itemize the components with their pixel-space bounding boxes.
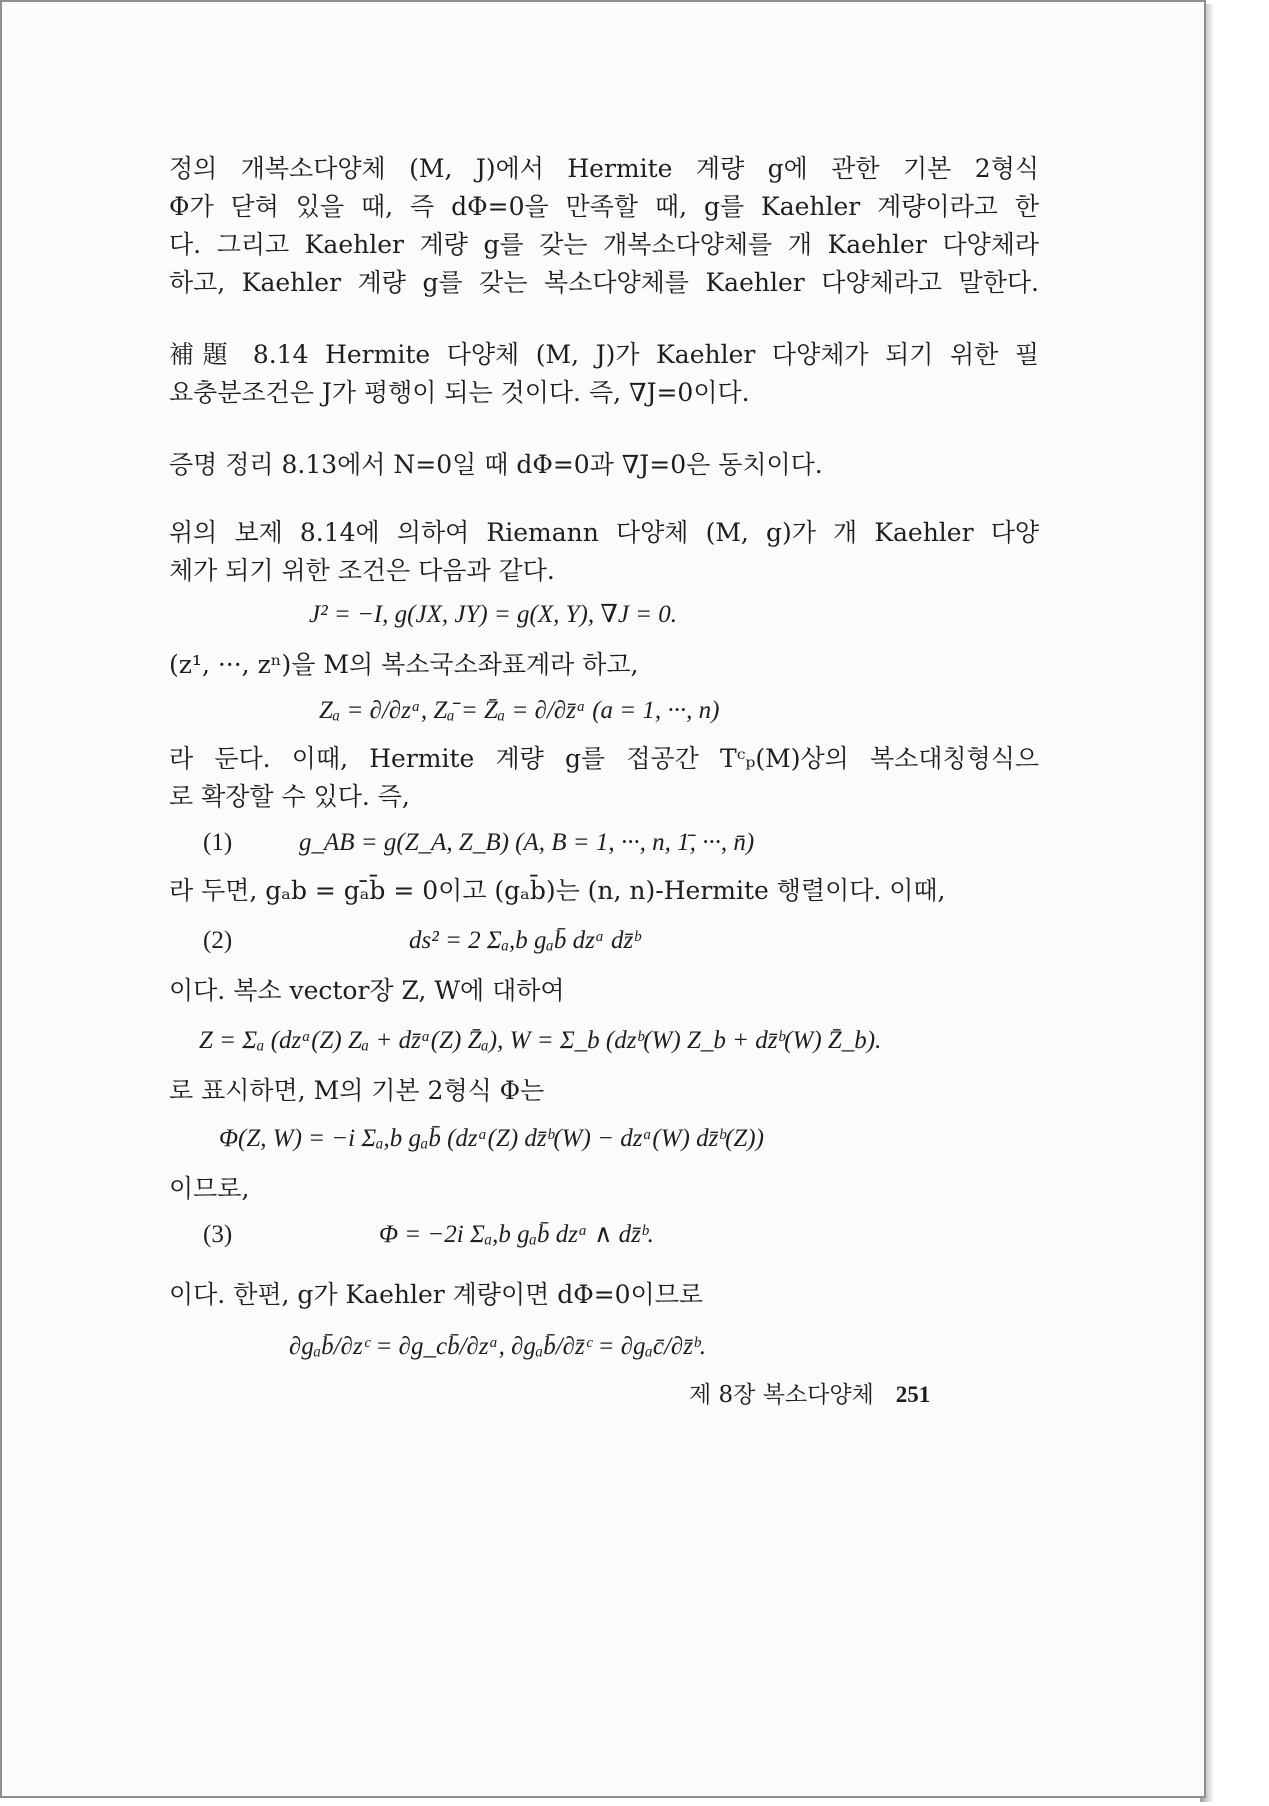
equation-2: ds² = 2 Σₐ,b gₐb̄ dzᵃ dz̄ᵇ <box>409 927 640 954</box>
lemma-line-1: 補題 8.14 Hermite 다양체 (M, J)가 Kaehler 다양체가 되기 위한 필 <box>169 340 1039 369</box>
body-para1-line-1: 위의 보제 8.14에 의하여 Riemann 다양체 (M, g)가 개 Kaehler 다양 <box>169 518 1039 547</box>
equation-phi: Φ(Z, W) = −i Σₐ,b gₐb̄ (dzᵃ(Z) dz̄ᵇ(W) − dzᵃ(W) dz̄ᵇ(Z)) <box>219 1125 764 1152</box>
equation-vectors: Z = Σₐ (dzᵃ(Z) Zₐ + dz̄ᵃ(Z) Z̄ₐ), W = Σ_b (dzᵇ(W) Z_b + dz̄ᵇ(W) Z̄_b). <box>199 1027 882 1054</box>
equation-3: Φ = −2i Σₐ,b gₐb̄ dzᵃ ∧ dz̄ᵇ. <box>379 1221 654 1248</box>
equation-2-number: (2) <box>203 927 233 954</box>
definition-line-4: 하고, Kaehler 계량 g를 갖는 복소다양체를 Kaehler 다양체라고 말한다. <box>169 268 1039 297</box>
body-para1-line-2: 체가 되기 위한 조건은 다음과 같다. <box>169 556 555 585</box>
body-para2-line-2: 로 확장할 수 있다. 즉, <box>169 782 410 811</box>
equation-3-number: (3) <box>203 1221 233 1248</box>
body-para7-line: 이다. 한편, g가 Kaehler 계량이면 dΦ=0이므로 <box>169 1280 704 1309</box>
equation-basis: Zₐ = ∂/∂zᵃ, Zₐ̄ = Z̄ₐ = ∂/∂z̄ᵃ (a = 1, ···, n) <box>319 697 720 724</box>
body-para4-line: 이다. 복소 vector장 Z, W에 대하여 <box>169 976 565 1005</box>
equation-conditions: J² = −I, g(JX, JY) = g(X, Y), ∇J = 0. <box>309 601 678 628</box>
definition-line-1: 정의 개복소다양체 (M, J)에서 Hermite 계량 g에 관한 기본 2형식 <box>169 154 1039 183</box>
equation-1: g_AB = g(Z_A, Z_B) (A, B = 1, ···, n, 1̄, ···, n̄) <box>299 829 755 856</box>
body-para2-line-1: 라 둔다. 이때, Hermite 계량 g를 접공간 Tᶜₚ(M)상의 복소대칭형식으 <box>169 744 1039 773</box>
body-para6-line: 이므로, <box>169 1174 250 1203</box>
definition-line-3: 다. 그리고 Kaehler 계량 g를 갖는 개복소다양체를 개 Kaehler 다양체라 <box>169 230 1039 259</box>
body-para3-line: 라 두면, gₐb = gₐ̄b̄ = 0이고 (gₐb̄)는 (n, n)-Hermite 행렬이다. 이때, <box>169 876 946 905</box>
definition-line-2: Φ가 닫혀 있을 때, 즉 dΦ=0을 만족할 때, g를 Kaehler 계량이라고 한 <box>169 192 1039 221</box>
body-para5-line: 로 표시하면, M의 기본 2형식 Φ는 <box>169 1076 545 1105</box>
page-number: 251 <box>895 1382 931 1407</box>
coords-line: (z¹, ···, zⁿ)을 M의 복소국소좌표계라 하고, <box>169 650 639 679</box>
running-footer <box>689 1380 930 1410</box>
equation-1-number: (1) <box>203 829 233 856</box>
equation-final: ∂gₐb̄/∂zᶜ = ∂g_cb̄/∂zᵃ, ∂gₐb̄/∂z̄ᶜ = ∂gₐc̄/∂z̄ᵇ. <box>289 1333 706 1360</box>
chapter-title: 제 8장 복소다양체 <box>689 1382 874 1408</box>
lemma-line-2: 요충분조건은 J가 평행이 되는 것이다. 즉, ∇J=0이다. <box>169 378 750 407</box>
proof-line: 증명 정리 8.13에서 N=0일 때 dΦ=0과 ∇J=0은 동치이다. <box>169 450 823 479</box>
